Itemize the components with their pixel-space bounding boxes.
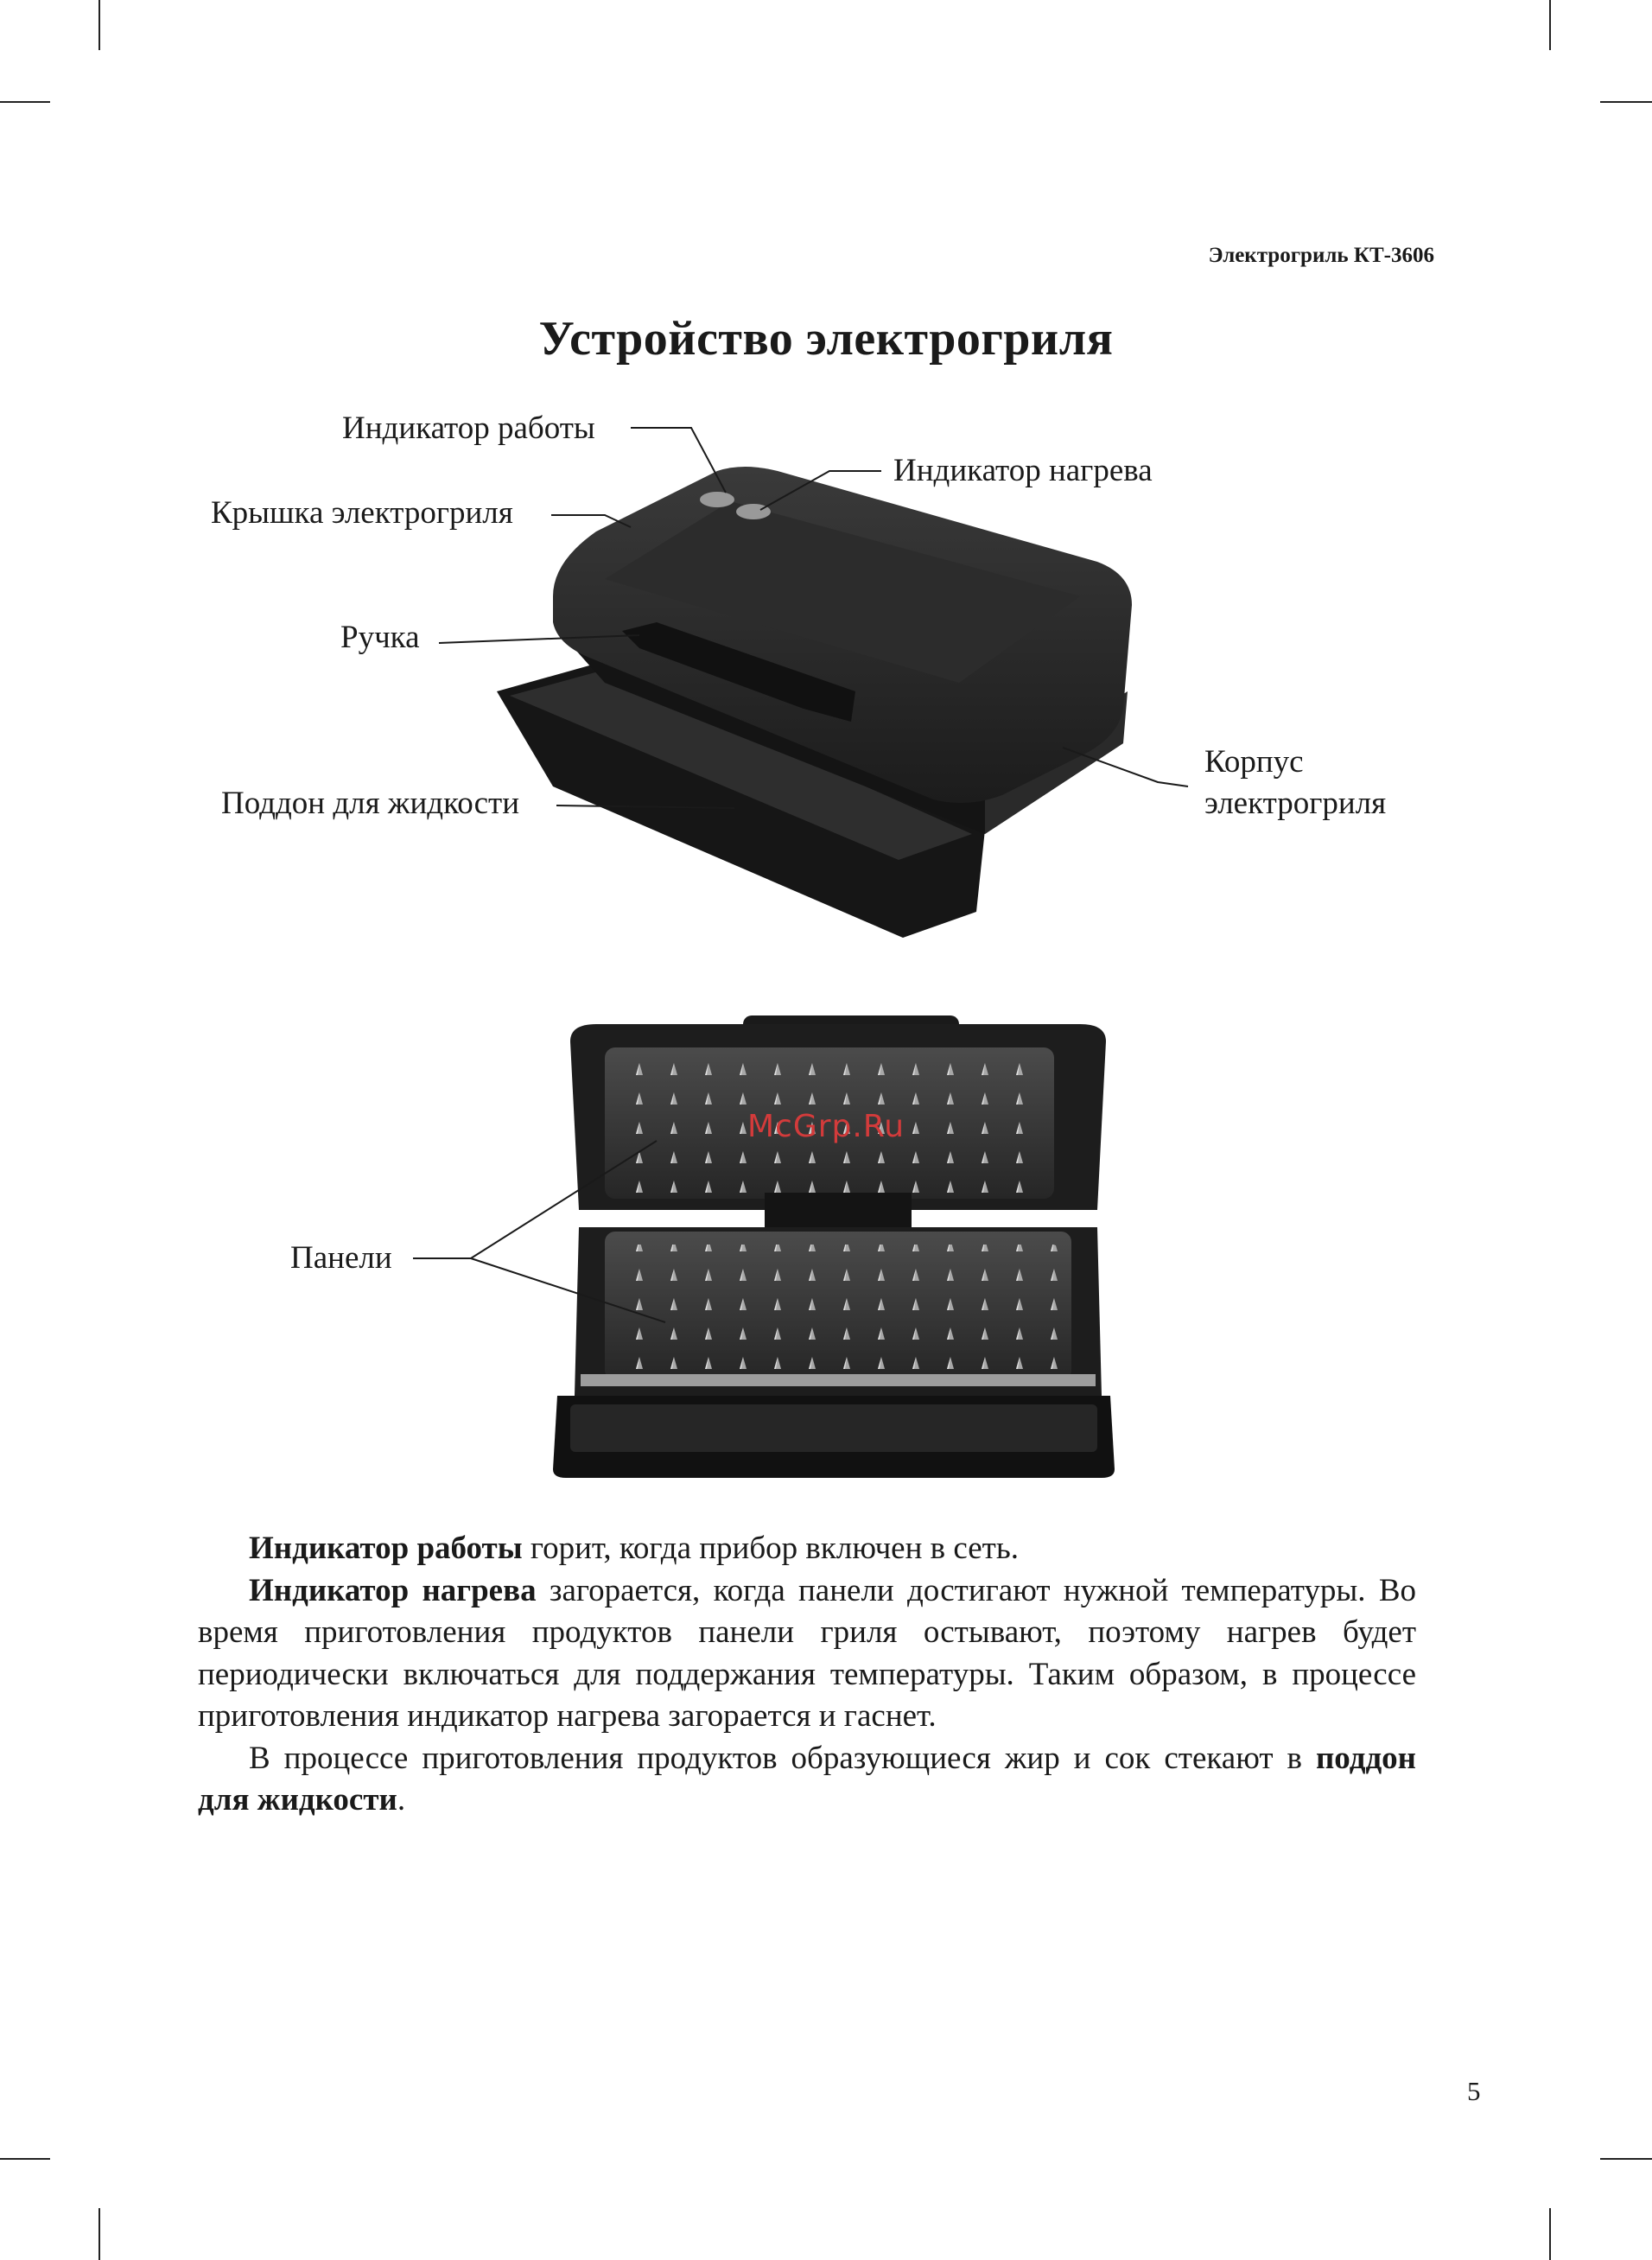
paragraph-heat-text: загорается, когда панели достигают нужной температуры. Во время приготовления продуктов панели гриля остывают, поэтому нагрев будет периодически включаться для поддержания температуры. Таким образом, в процессе приготовления индикатор нагрева загорается и гаснет.	[198, 1572, 1416, 1734]
label-panels: Панели	[290, 1240, 392, 1276]
label-body-line2: электрогриля	[1204, 786, 1387, 821]
paragraph-tray-end: .	[397, 1782, 406, 1818]
running-title: Электрогриль КТ-3606	[1208, 244, 1434, 267]
paragraph-tray-text: В процессе приготовления продуктов образующиеся жир и сок стекают в	[249, 1740, 1316, 1776]
term-drip-tray: поддон для жидкости	[198, 1740, 1416, 1818]
term-heat-indicator: Индикатор нагрева	[249, 1572, 537, 1608]
label-lid: Крышка электрогриля	[211, 495, 513, 531]
label-power-indicator: Индикатор работы	[342, 411, 595, 446]
paragraph-tray	[198, 1738, 1416, 1822]
page-number: 5	[1467, 2076, 1481, 2106]
paragraph-heat	[198, 1570, 1416, 1738]
crop-mark	[0, 2158, 50, 2160]
page-title: Устройство электрогриля	[538, 312, 1114, 366]
description-text	[198, 1528, 1416, 1822]
paragraph-power	[198, 1528, 1416, 1570]
watermark: McGrp.Ru	[747, 1109, 905, 1144]
closed-grill-image	[497, 467, 1132, 938]
label-body-line1: Корпус	[1204, 744, 1304, 780]
open-grill-image	[553, 1015, 1115, 1478]
paragraph-power-text: горит, когда прибор включен в сеть.	[522, 1531, 1019, 1566]
label-heat-indicator: Индикатор нагрева	[893, 453, 1153, 488]
label-drip-tray: Поддон для жидкости	[221, 786, 520, 821]
crop-mark	[1549, 2208, 1551, 2260]
crop-mark	[1600, 2158, 1652, 2160]
label-handle: Ручка	[340, 620, 420, 655]
term-power-indicator: Индикатор работы	[249, 1531, 523, 1566]
crop-mark	[98, 2208, 100, 2260]
